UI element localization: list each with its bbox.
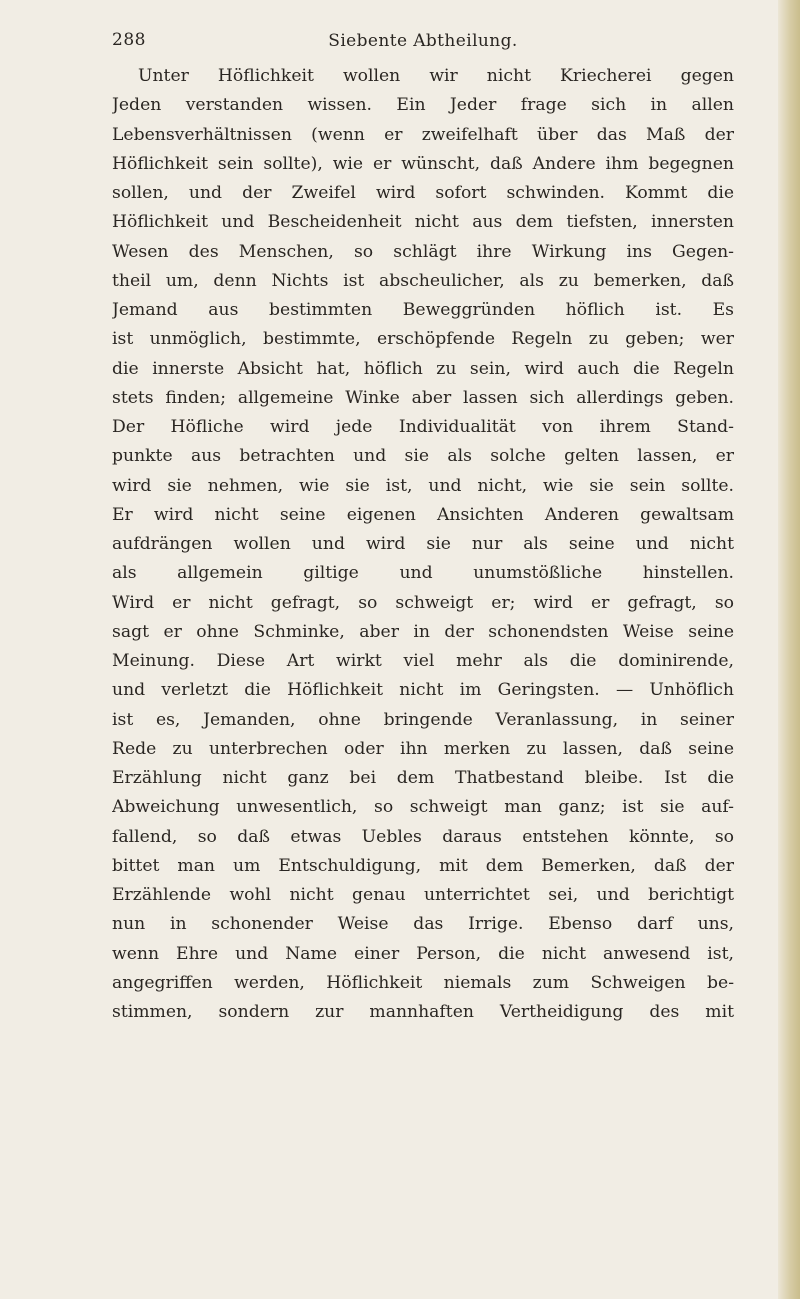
text-line: nun in schonender Weise das Irrige. Ebenso darf uns, bbox=[112, 914, 734, 935]
text-line: Höflichkeit sein sollte), wie er wünscht, daß Andere ihm begegnen bbox=[112, 153, 734, 174]
text-line: angegriffen werden, Höflichkeit niemals zum Schweigen be- bbox=[112, 972, 734, 993]
text-line: stets finden; allgemeine Winke aber lassen sich allerdings geben. bbox=[112, 387, 734, 408]
text-line: Meinung. Diese Art wirkt viel mehr als die dominirende, bbox=[112, 651, 734, 671]
text-line: Erzählung nicht ganz bei dem Thatbestand bleibe. Ist die bbox=[112, 768, 734, 788]
text-line: ist unmöglich, bestimmte, erschöpfende Regeln zu geben; wer bbox=[112, 329, 734, 350]
page-edge-shadow bbox=[778, 0, 800, 1299]
text-line: stimmen, sondern zur mannhaften Vertheidigung des mit bbox=[112, 1002, 734, 1022]
text-line: sollen, und der Zweifel wird sofort schwinden. Kommt die bbox=[112, 183, 734, 203]
text-line: ist es, Jemanden, ohne bringende Veranlassung, in seiner bbox=[112, 709, 734, 730]
text-line: punkte aus betrachten und sie als solche gelten lassen, er bbox=[112, 446, 734, 467]
text-line: Er wird nicht seine eigenen Ansichten Anderen gewaltsam bbox=[112, 504, 734, 525]
text-line: Lebensverhältnissen (wenn er zweifelhaft über das Maß der bbox=[112, 124, 734, 145]
text-line: wird sie nehmen, wie sie ist, und nicht, wie sie sein sollte. bbox=[112, 475, 734, 496]
text-line: fallend, so daß etwas Uebles daraus entstehen könnte, so bbox=[112, 826, 734, 847]
text-line: Höflichkeit und Bescheidenheit nicht aus dem tiefsten, innersten bbox=[112, 212, 734, 233]
text-line: theil um, denn Nichts ist abscheulicher, als zu bemerken, daß bbox=[112, 270, 734, 291]
text-line: Wesen des Menschen, so schlägt ihre Wirkung ins Gegen- bbox=[112, 241, 734, 262]
text-line: Wird er nicht gefragt, so schweigt er; wird er gefragt, so bbox=[112, 592, 734, 613]
text-line: Rede zu unterbrechen oder ihn merken zu lassen, daß seine bbox=[112, 738, 734, 759]
text-line: Jeden verstanden wissen. Ein Jeder frage sich in allen bbox=[112, 95, 734, 116]
running-head: Siebente Abtheilung. bbox=[328, 31, 518, 51]
text-line: sagt er ohne Schminke, aber in der schonendsten Weise seine bbox=[112, 621, 734, 642]
text-line: Der Höfliche wird jede Individualität von ihrem Stand- bbox=[112, 417, 734, 437]
text-line: wenn Ehre und Name einer Person, die nicht anwesend ist, bbox=[112, 943, 734, 964]
text-line: aufdrängen wollen und wird sie nur als seine und nicht bbox=[112, 534, 734, 554]
text-line: die innerste Absicht hat, höflich zu sein, wird auch die Regeln bbox=[112, 358, 734, 379]
page-header bbox=[112, 28, 734, 58]
text-line: Erzählende wohl nicht genau unterrichtet sei, und berichtigt bbox=[112, 885, 734, 905]
text-line: Jemand aus bestimmten Beweggründen höflich ist. Es bbox=[112, 300, 734, 320]
body-text bbox=[112, 62, 734, 1027]
text-line: bittet man um Entschuldigung, mit dem Bemerken, daß der bbox=[112, 855, 734, 876]
text-line: und verletzt die Höflichkeit nicht im Geringsten. — Unhöflich bbox=[112, 680, 734, 701]
page-number: 288 bbox=[112, 30, 146, 50]
text-line: Unter Höflichkeit wollen wir nicht Kriecherei gegen bbox=[138, 66, 734, 86]
text-line: als allgemein giltige und unumstößliche hinstellen. bbox=[112, 563, 734, 584]
text-line: Abweichung unwesentlich, so schweigt man ganz; ist sie auf- bbox=[112, 797, 734, 818]
